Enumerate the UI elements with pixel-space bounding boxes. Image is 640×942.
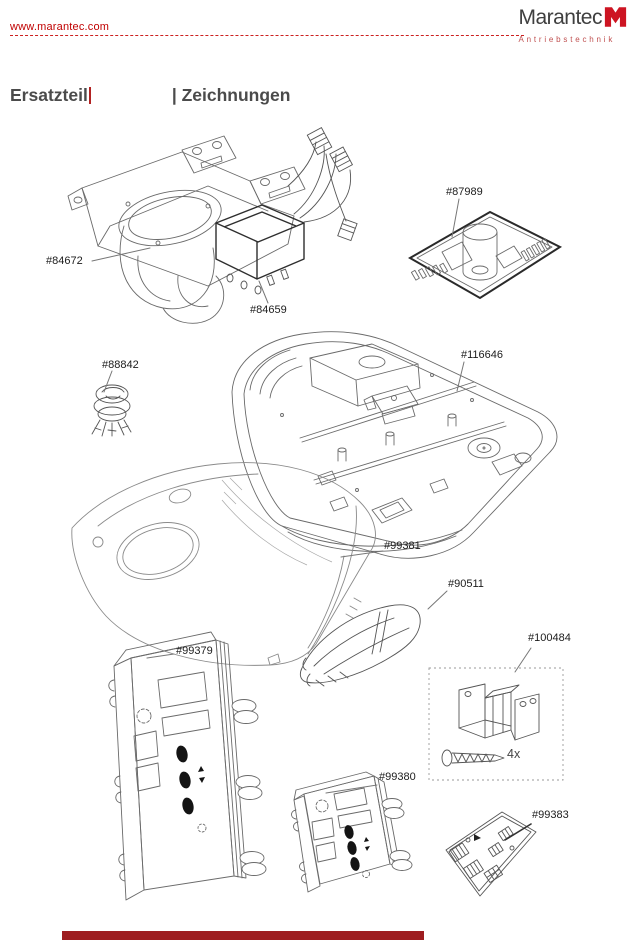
part-label-84659: #84659 [250,304,287,316]
part-label-87989: #87989 [446,186,483,198]
part-label-99381: #99381 [384,540,421,552]
footer-bar [62,931,424,940]
brand-subtitle: Antriebstechnik [518,35,616,44]
part-label-99380: #99380 [379,771,416,783]
kit-quantity-label: 4x [507,747,521,761]
page-title-left: Ersatzteil [10,85,88,105]
part-label-84672: #84672 [46,255,83,267]
part-label-99379: #99379 [176,645,213,657]
part-label-116646: #116646 [461,349,504,361]
part-label-90511: #90511 [448,578,484,590]
website-link[interactable]: www.marantec.com [10,21,110,33]
part-label-99383: #99383 [532,809,569,821]
page-title-right: | Zeichnungen [171,85,291,105]
part-label-88842: #88842 [102,359,139,371]
part-label-100484: #100484 [528,632,571,644]
brand-name: Marantec [518,6,602,29]
